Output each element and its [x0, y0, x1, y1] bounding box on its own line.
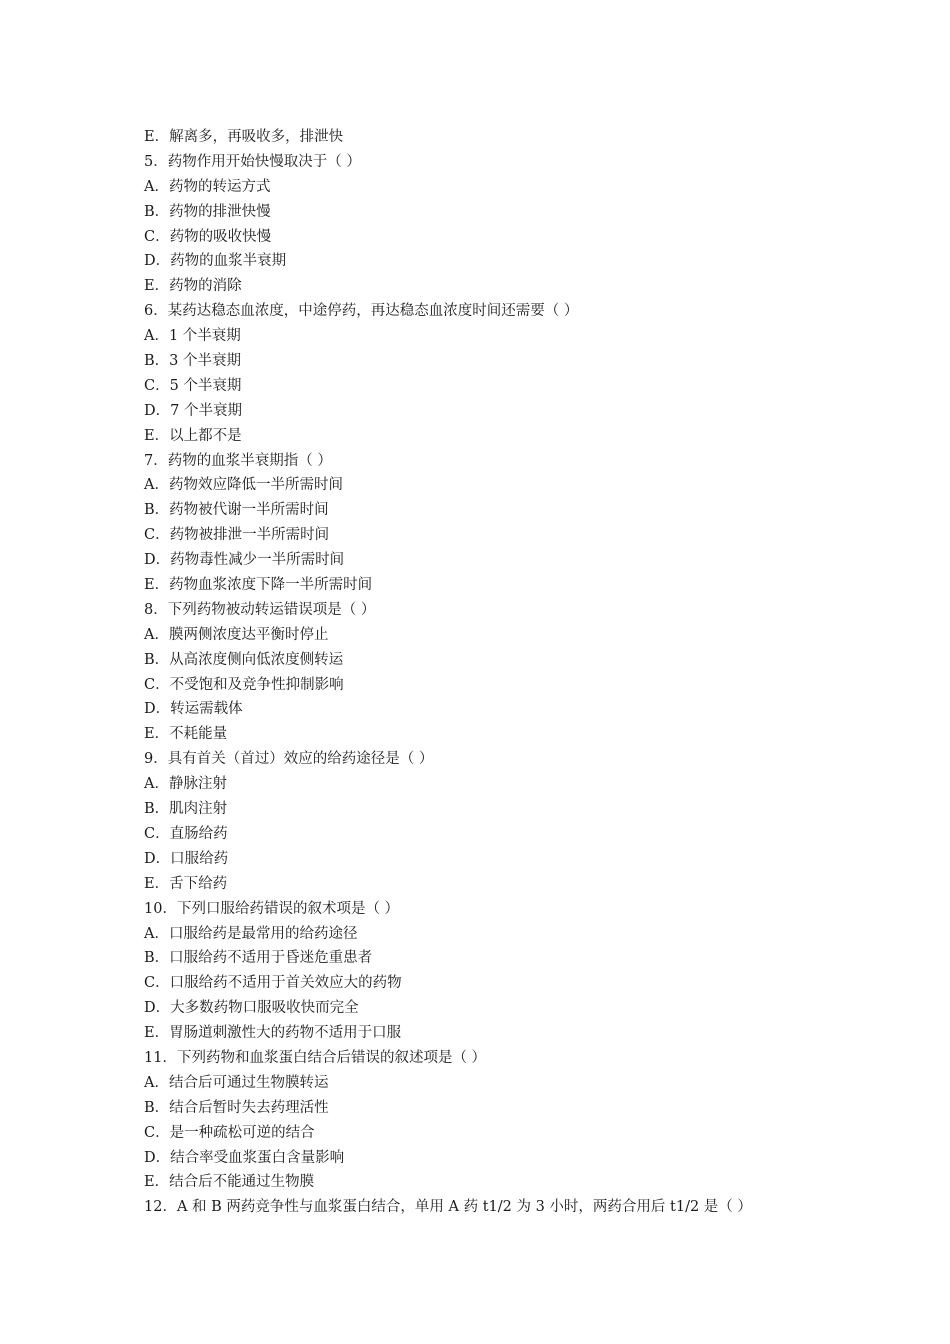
answer-option: C．药物的吸收快慢 [144, 228, 272, 245]
answer-option: D．药物的血浆半衰期 [144, 253, 287, 270]
answer-option: A．静脉注射 [144, 776, 227, 793]
question-stem: 12．A 和 B 两药竞争性与血浆蛋白结合，单用 A 药 t1/2 为 3 小时，两药合用后 t1/2 是（ ） [144, 1199, 752, 1216]
answer-option: E．胃肠道刺激性大的药物不适用于口服 [144, 1025, 402, 1042]
answer-option: B．结合后暂时失去药理活性 [144, 1099, 329, 1116]
answer-option: B．从高浓度侧向低浓度侧转运 [144, 651, 344, 668]
answer-option: D．7 个半衰期 [144, 402, 242, 419]
answer-option: E．药物血浆浓度下降一半所需时间 [144, 577, 373, 594]
answer-option: A．药物效应降低一半所需时间 [144, 477, 343, 494]
answer-option: C．直肠给药 [144, 825, 228, 842]
answer-option: E．药物的消除 [144, 278, 242, 295]
answer-option: E．以上都不是 [144, 427, 242, 444]
question-stem: 6．某药达稳态血浓度，中途停药，再达稳态血浓度时间还需要（ ） [144, 303, 579, 320]
answer-option: A．结合后可通过生物膜转运 [144, 1074, 329, 1091]
answer-option: E．解离多，再吸收多，排泄快 [144, 129, 344, 145]
answer-option: D．结合率受血浆蛋白含量影响 [144, 1149, 345, 1166]
answer-option: A．药物的转运方式 [144, 178, 271, 195]
answer-option: A．口服给药是最常用的给药途径 [144, 925, 358, 942]
answer-option: D．药物毒性减少一半所需时间 [144, 552, 345, 569]
question-stem: 7．药物的血浆半衰期指（ ） [144, 452, 332, 469]
question-list [144, 125, 864, 1220]
answer-option: D．转运需载体 [144, 701, 243, 718]
question-stem: 11．下列药物和血浆蛋白结合后错误的叙述项是（ ） [144, 1049, 487, 1066]
question-stem: 9．具有首关（首过）效应的给药途径是（ ） [144, 751, 434, 768]
answer-option: C．是一种疏松可逆的结合 [144, 1124, 315, 1141]
answer-option: C．口服给药不适用于首关效应大的药物 [144, 975, 402, 992]
answer-option: B．肌肉注射 [144, 801, 228, 818]
question-stem: 5．药物作用开始快慢取决于（ ） [144, 153, 361, 170]
answer-option: C．不受饱和及竞争性抑制影响 [144, 676, 344, 693]
answer-option: B．口服给药不适用于昏迷危重患者 [144, 950, 373, 967]
answer-option: E．舌下给药 [144, 875, 228, 892]
answer-option: A．1 个半衰期 [144, 328, 241, 345]
question-stem: 10．下列口服给药错误的叙术项是（ ） [144, 900, 400, 917]
answer-option: D．口服给药 [144, 850, 229, 867]
answer-option: B．3 个半衰期 [144, 353, 241, 370]
answer-option: C．5 个半衰期 [144, 377, 242, 394]
answer-option: E．不耗能量 [144, 726, 228, 743]
answer-option: D．大多数药物口服吸收快而完全 [144, 1000, 359, 1017]
answer-option: E．结合后不能通过生物膜 [144, 1174, 315, 1191]
answer-option: C．药物被排泄一半所需时间 [144, 527, 330, 544]
question-stem: 8．下列药物被动转运错误项是（ ） [144, 601, 376, 618]
answer-option: A．膜两侧浓度达平衡时停止 [144, 626, 329, 643]
answer-option: B．药物的排泄快慢 [144, 203, 271, 220]
answer-option: B．药物被代谢一半所需时间 [144, 502, 329, 519]
